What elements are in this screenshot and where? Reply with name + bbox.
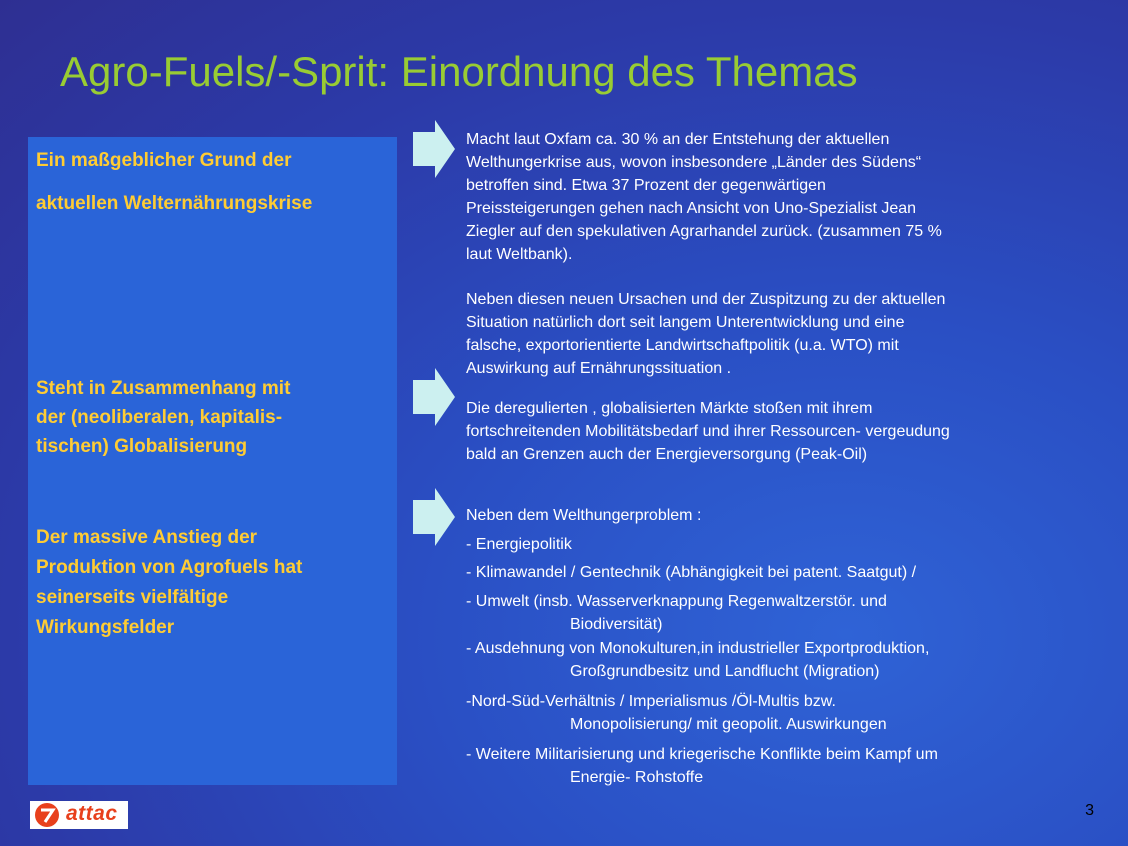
slide-title: Agro-Fuels/-Sprit: Einordnung des Themas (60, 48, 858, 95)
list-item: - Weitere Militarisierung und kriegerische Konflikte beim Kampf um Energie- Rohstoffe (466, 746, 938, 786)
paragraph-maerkte: Die deregulierten , globalisierten Märkte stoßen mit ihrem fortschreitenden Mobilitätsbedarf und ihrer Ressourcen- vergeudung bald an Grenzen auch der Energieversorgung (Peak-Oil) (466, 400, 950, 463)
attac-logo (30, 801, 128, 829)
list-intro: Neben dem Welthungerproblem : (466, 507, 702, 524)
left-panel (28, 137, 397, 785)
list-item: - Energiepolitik (466, 536, 572, 553)
panel-text-globalisierung: Steht in Zusammenhang mit der (neoliberalen, kapitalis- tischen) Globalisierung (36, 378, 291, 457)
panel-text-wirkungsfelder: Der massive Anstieg der Produktion von Agrofuels hat seinerseits vielfältige Wirkungsfelder (36, 527, 303, 638)
arrow-right-icon (413, 368, 455, 426)
list-item: -Nord-Süd-Verhältnis / Imperialismus /Öl-Multis bzw. Monopolisierung/ mit geopolit. Auswirkungen (466, 693, 887, 733)
list-item: - Umwelt (insb. Wasserverknappung Regenwaltzerstör. und Biodiversität) (466, 593, 887, 633)
logo-text: attac (66, 802, 118, 825)
paragraph-oxfam: Macht laut Oxfam ca. 30 % an der Entstehung der aktuellen Welthungerkrise aus, wovon insbesondere „Länder des Südens“ betroffen sind. Etwa 37 Prozent der gegenwärtigen Preissteigerungen gehen nach Ansicht von Uno-Spezialist Jean Ziegler auf den spekulativen Agrarhandel zurück. (zusammen 75 % laut Weltbank). (466, 131, 942, 263)
arrow-right-icon (413, 120, 455, 178)
paragraph-ursachen: Neben diesen neuen Ursachen und der Zuspitzung zu der aktuellen Situation natürlich dort seit langem Unterentwicklung und eine falsche, exportorientierte Landwirtschaftpolitik (u.a. WTO) mit Auswirkung auf Ernährungssituation . (466, 291, 946, 377)
attac-logo-icon (32, 801, 62, 829)
panel-text-grund-line1: Ein maßgeblicher Grund der (36, 150, 292, 171)
page-number: 3 (1085, 802, 1094, 819)
arrow-right-icon (413, 488, 455, 546)
list-item: - Klimawandel / Gentechnik (Abhängigkeit bei patent. Saatgut) / (466, 564, 917, 581)
list-item: - Ausdehnung von Monokulturen,in industrieller Exportproduktion, Großgrundbesitz und Landflucht (Migration) (466, 640, 930, 680)
panel-text-grund-line2: aktuellen Welternährungskrise (36, 193, 313, 214)
